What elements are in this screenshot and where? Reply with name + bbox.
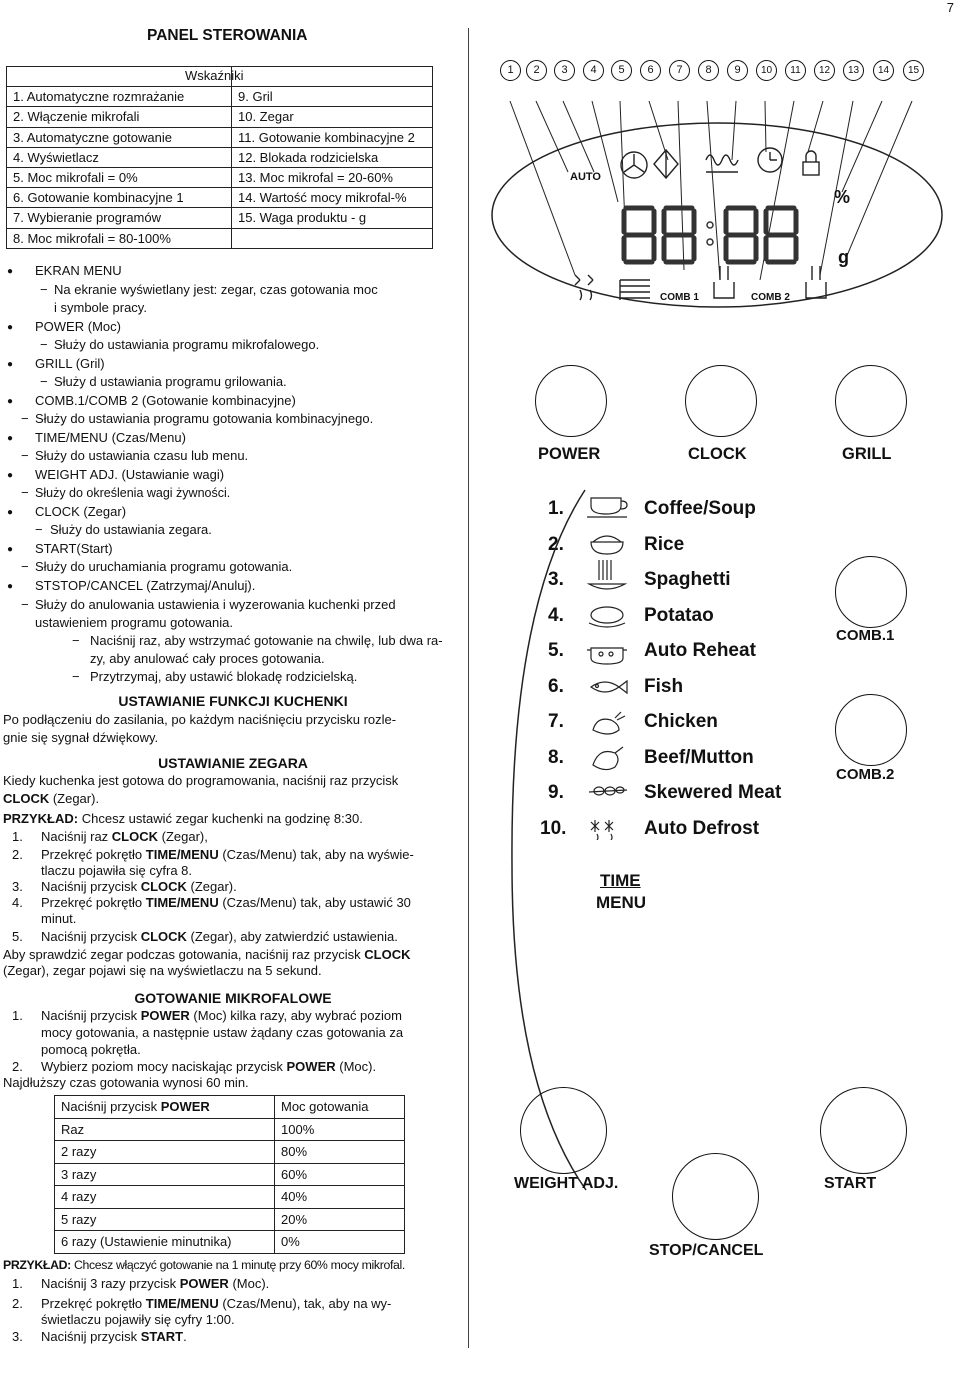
step-number: 3. — [12, 1329, 23, 1344]
control-name: POWER — [35, 319, 85, 334]
time-label: TIME — [600, 871, 641, 890]
comb2-label: COMB.2 — [836, 766, 895, 783]
program-label: Beef/Mutton — [644, 747, 754, 768]
example-text: Chcesz włączyć gotowanie na 1 minutę przy 60% mocy mikrofal. — [70, 1258, 405, 1272]
indicator-number: 3 — [554, 60, 575, 81]
table-cell: 5 razy — [55, 1208, 275, 1231]
indicator-number: 5 — [611, 60, 632, 81]
step-number: 2. — [12, 1059, 23, 1074]
power-table — [54, 1095, 405, 1254]
setup-heading: USTAWIANIE FUNKCJI KUCHENKI — [118, 693, 348, 709]
program-number: 9. — [548, 782, 564, 803]
control-name-rest: (Zegar) — [79, 504, 127, 519]
indicator-item: 2. Włączenie mikrofali — [7, 107, 232, 127]
indicator-number: 11 — [785, 60, 806, 81]
table-row — [55, 1163, 405, 1186]
table-row — [55, 1231, 405, 1254]
control-desc: Przytrzymaj, aby ustawić blokadę rodzicielską. — [90, 669, 358, 684]
indicator-number: 15 — [903, 60, 924, 81]
control-name-rest: (Czas/Menu) — [107, 430, 186, 445]
table-cell: 40% — [275, 1186, 405, 1209]
step-number: 1. — [12, 1276, 23, 1291]
indicator-number: 10 — [756, 60, 777, 81]
control-desc: Służy do określenia wagi żywności. — [35, 486, 231, 500]
step-text: . — [183, 1329, 187, 1344]
indicator-item: 5. Moc mikrofali = 0% — [7, 167, 232, 187]
program-number: 5. — [548, 640, 564, 661]
weight-adj-label: WEIGHT ADJ. — [514, 1175, 619, 1192]
micro-heading: GOTOWANIE MIKROFALOWE — [134, 990, 332, 1006]
clock-check-bold: CLOCK — [364, 947, 411, 962]
program-number: 4. — [548, 605, 564, 626]
step-text: (Moc). — [335, 1059, 377, 1074]
step-number: 5. — [12, 929, 23, 944]
stop-cancel-button[interactable] — [672, 1153, 759, 1240]
control-name: STSTOP/CANCEL — [35, 578, 143, 593]
control-name-rest: (Gotowanie kombinacyjne) — [138, 393, 296, 408]
example-text: Chcesz ustawić zegar kuchenki na godzinę 8:30. — [78, 811, 363, 826]
control-name: GRILL — [35, 356, 73, 371]
program-label: Spaghetti — [644, 569, 731, 590]
indicator-item: 8. Moc mikrofali = 80-100% — [7, 228, 232, 248]
program-number: 3. — [548, 569, 564, 590]
menu-label: MENU — [596, 893, 647, 912]
start-label: START — [824, 1175, 877, 1192]
program-label: Auto Reheat — [644, 640, 756, 661]
indicator-number: 4 — [583, 60, 604, 81]
max-time-text: Najdłuższy czas gotowania wynosi 60 min. — [3, 1075, 249, 1090]
step-bold: POWER — [286, 1059, 336, 1074]
comb1-indicator: COMB 1 — [660, 292, 699, 303]
step-number: 2. — [12, 847, 23, 862]
indicator-item: 12. Blokada rodzicielska — [232, 147, 433, 167]
control-name-rest: (Zatrzymaj/Anuluj). — [142, 578, 256, 593]
gram-indicator: g — [838, 247, 849, 267]
step-number: 2. — [12, 1296, 23, 1311]
step-text: świetlaczu pojawiły się cyfry 1:00. — [41, 1312, 235, 1327]
step-text: (Czas/Menu) tak, aby na wyświe- — [218, 847, 414, 862]
step-bold: TIME/MENU — [145, 895, 219, 910]
step-number: 4. — [12, 895, 23, 910]
table-cell: 2 razy — [55, 1141, 275, 1164]
program-label: Fish — [644, 676, 684, 697]
indicator-item: 9. Gril — [232, 87, 433, 107]
percent-indicator: % — [834, 187, 851, 207]
power-label: POWER — [538, 445, 601, 463]
indicator-item: 6. Gotowanie kombinacyjne 1 — [7, 188, 232, 208]
step-text: Naciśnij przycisk — [41, 929, 141, 944]
control-desc: ustawieniem programu gotowania. — [35, 615, 233, 630]
indicator-item: 14. Wartość mocy mikrofal-% — [232, 188, 433, 208]
clock-check-text: Aby sprawdzić zegar podczas gotowania, naciśnij raz przycisk — [3, 947, 365, 962]
indicator-item: 13. Moc mikrofal = 20-60% — [232, 167, 433, 187]
page-title: PANEL STEROWANIA — [147, 27, 308, 44]
indicator-item: 1. Automatyczne rozmrażanie — [7, 87, 232, 107]
table-row — [55, 1141, 405, 1164]
control-desc: zy, aby anulować cały proces gotowania. — [90, 651, 325, 666]
step-bold: CLOCK — [140, 879, 187, 894]
step-text: Wybierz poziom mocy naciskając przycisk — [41, 1059, 287, 1074]
clock-text-2-rest: (Zegar). — [49, 791, 100, 806]
indicator-item: 7. Wybieranie programów — [7, 208, 232, 228]
step-text: Przekręć pokrętło — [41, 1296, 146, 1311]
step-text: Przekręć pokrętło — [41, 847, 146, 862]
comb1-label: COMB.1 — [836, 627, 895, 644]
clock-button[interactable] — [685, 365, 757, 437]
step-text: Naciśnij raz — [41, 829, 112, 844]
example-label: PRZYKŁAD: — [3, 1258, 71, 1272]
step-text: Naciśnij 3 razy przycisk — [41, 1276, 180, 1291]
control-desc: i symbole pracy. — [54, 300, 147, 315]
auto-indicator: AUTO — [570, 171, 601, 183]
indicator-table-header: Wskaźniki — [185, 68, 244, 83]
table-cell: 80% — [275, 1141, 405, 1164]
indicator-number: 8 — [698, 60, 719, 81]
clock-example — [3, 810, 363, 828]
step-bold: POWER — [140, 1008, 190, 1023]
control-desc: Służy do anulowania ustawienia i wyzerowania kuchenki przed — [35, 597, 396, 612]
indicator-item: 11. Gotowanie kombinacyjne 2 — [232, 127, 433, 147]
controls-list: ● EKRAN MENU − Na ekranie wyświetlany jest: zegar, czas gotowania moc i symbole pracy. ● POWER (Moc) − Służy do ustawiania programu mikrofalowego. ● GRILL (Gril) − Służy d ustawiania programu grilowania. ● COMB.1/COMB 2 (Gotowanie kombinacyjne) − Służy do ustawiania programu gotowania kombinacyjnego. ● TIME/MENU (Czas/Menu) − Służy do ustawiania czasu lub menu. ● WEIGHT ADJ. (Ustawianie wagi) − Służy do określenia wagi żywności. ● CLOCK (Zegar) − Służy do ustawiania zegara. ● START(Start) − Służy do uruchamiania programu gotowania. ● STSTOP/CANCEL (Zatrzymaj/Anuluj). − Służy do anulowania ustawienia i wyzerowania kuchenki przed ustawieniem programu gotowania. − Naciśnij raz, aby wstrzymać gotowanie na chwilę, lub dwa ra- zy, aby anulować cały proces gotowania. − Przytrzymaj, aby ustawić blokadę rodzicielską. — [0, 262, 466, 686]
control-name-rest: (Ustawianie wagi) — [117, 467, 225, 482]
program-label: Chicken — [644, 711, 718, 732]
step-text: Naciśnij przycisk — [41, 1329, 141, 1344]
page-number: 7 — [946, 0, 954, 15]
indicator-number: 2 — [526, 60, 547, 81]
table-cell: 20% — [275, 1208, 405, 1231]
step-text: tlaczu pojawiła się cyfra 8. — [41, 863, 193, 878]
step-text: Naciśnij przycisk — [41, 879, 141, 894]
display-diagram — [470, 80, 960, 330]
example-label: PRZYKŁAD: — [3, 811, 79, 826]
bold-clock: CLOCK — [3, 791, 50, 806]
control-desc: Służy do ustawiania zegara. — [50, 522, 212, 537]
step-text: (Zegar), — [158, 829, 208, 844]
column-divider — [468, 28, 469, 1348]
weight-adj-button[interactable] — [520, 1087, 607, 1174]
step-bold: CLOCK — [140, 929, 187, 944]
table-cell: Raz — [55, 1118, 275, 1141]
table-cell: 4 razy — [55, 1186, 275, 1209]
indicator-number: 12 — [814, 60, 835, 81]
clock-label: CLOCK — [688, 445, 747, 463]
stop-cancel-label: STOP/CANCEL — [649, 1242, 764, 1259]
program-number: 7. — [548, 711, 564, 732]
control-desc: Na ekranie wyświetlany jest: zegar, czas gotowania moc — [54, 282, 378, 297]
control-name-rest: (Moc) — [84, 319, 121, 334]
control-desc: Służy do ustawiania czasu lub menu. — [35, 448, 249, 463]
control-name: WEIGHT ADJ. — [35, 467, 118, 482]
step-text: (Zegar), aby zatwierdzić ustawienia. — [186, 929, 398, 944]
table-row — [55, 1186, 405, 1209]
step-text: mocy gotowania, a następnie ustaw żądany czas gotowania za — [41, 1025, 404, 1040]
indicator-item: 15. Waga produktu - g — [232, 208, 433, 228]
indicator-number: 9 — [727, 60, 748, 81]
step-number: 3. — [12, 879, 23, 894]
control-name: EKRAN MENU — [35, 263, 122, 278]
table-cell: 60% — [275, 1163, 405, 1186]
control-name-rest: (Start) — [76, 541, 113, 556]
program-label: Auto Defrost — [644, 818, 760, 839]
indicator-number: 6 — [640, 60, 661, 81]
table-cell: 0% — [275, 1231, 405, 1254]
step-bold: POWER — [179, 1276, 229, 1291]
control-name: START — [35, 541, 77, 556]
program-label: Rice — [644, 534, 685, 555]
clock-heading: USTAWIANIE ZEGARA — [158, 755, 308, 771]
indicator-item: 3. Automatyczne gotowanie — [7, 127, 232, 147]
table-header: Moc gotowania — [275, 1096, 405, 1119]
step-text: Naciśnij przycisk — [41, 1008, 141, 1023]
step-bold: CLOCK — [111, 829, 159, 844]
step-text: (Czas/Menu), tak, aby na wy- — [218, 1296, 392, 1311]
control-desc: Służy do uruchamiania programu gotowania. — [35, 559, 293, 574]
step-text: minut. — [41, 911, 77, 926]
control-name: TIME/MENU — [35, 430, 108, 445]
program-number: 8. — [548, 747, 564, 768]
power-button[interactable] — [535, 365, 607, 437]
step-text: (Czas/Menu) tak, aby ustawić 30 — [218, 895, 411, 910]
program-number: 10. — [540, 818, 567, 839]
indicator-number: 1 — [500, 60, 521, 81]
program-number: 1. — [548, 498, 564, 519]
program-number: 6. — [548, 676, 564, 697]
indicator-item: 4. Wyświetlacz — [7, 147, 232, 167]
step-text: (Zegar). — [186, 879, 237, 894]
table-row — [55, 1118, 405, 1141]
program-number: 2. — [548, 534, 564, 555]
clock-text-1: Kiedy kuchenka jest gotowa do programowania, naciśnij raz przycisk — [3, 773, 399, 788]
clock-text-2 — [3, 790, 99, 808]
step-bold: START — [140, 1329, 184, 1344]
control-desc: Służy do ustawiania programu gotowania kombinacyjnego. — [35, 411, 374, 426]
step-number: 1. — [12, 829, 23, 844]
control-name: COMB.1/COMB 2 — [35, 393, 139, 408]
table-row — [55, 1208, 405, 1231]
indicator-number: 13 — [843, 60, 864, 81]
start-button[interactable] — [820, 1087, 907, 1174]
control-desc: Służy d ustawiania programu grilowania. — [54, 374, 287, 389]
step-number: 1. — [12, 1008, 23, 1023]
setup-text-1: Po podłączeniu do zasilania, po każdym naciśnięciu przycisku rozle- — [3, 712, 397, 727]
grill-label: GRILL — [842, 445, 892, 463]
clock-check-text: (Zegar), zegar pojawi się na wyświetlaczu na 5 sekund. — [3, 963, 322, 978]
program-label: Skewered Meat — [644, 782, 782, 803]
control-desc: Służy do ustawiania programu mikrofalowego. — [54, 337, 320, 352]
table-cell: 100% — [275, 1118, 405, 1141]
step-text: (Moc) kilka razy, aby wybrać poziom — [189, 1008, 402, 1023]
control-name: CLOCK — [35, 504, 80, 519]
program-label: Potatao — [644, 605, 714, 626]
table-cell: 3 razy — [55, 1163, 275, 1186]
indicator-table — [6, 66, 433, 249]
step-bold: TIME/MENU — [145, 1296, 219, 1311]
indicator-item — [232, 228, 433, 248]
step-bold: TIME/MENU — [145, 847, 219, 862]
micro-example — [3, 1258, 405, 1272]
grill-button[interactable] — [835, 365, 907, 437]
step-text: Przekręć pokrętło — [41, 895, 146, 910]
indicator-number: 14 — [873, 60, 894, 81]
step-text: (Moc). — [228, 1276, 270, 1291]
table-header-bold: POWER — [160, 1099, 210, 1115]
table-cell: 6 razy (Ustawienie minutnika) — [55, 1231, 275, 1254]
program-label: Coffee/Soup — [644, 498, 756, 519]
step-text: pomocą pokrętła. — [41, 1042, 141, 1057]
table-header: Naciśnij przycisk — [61, 1099, 161, 1115]
control-desc: Naciśnij raz, aby wstrzymać gotowanie na chwilę, lub dwa ra- — [90, 633, 443, 648]
comb2-indicator: COMB 2 — [751, 292, 790, 303]
setup-text-2: gnie się sygnał dźwiękowy. — [3, 730, 159, 745]
indicator-item: 10. Zegar — [232, 107, 433, 127]
control-name-rest: (Gril) — [72, 356, 105, 371]
indicator-number: 7 — [669, 60, 690, 81]
